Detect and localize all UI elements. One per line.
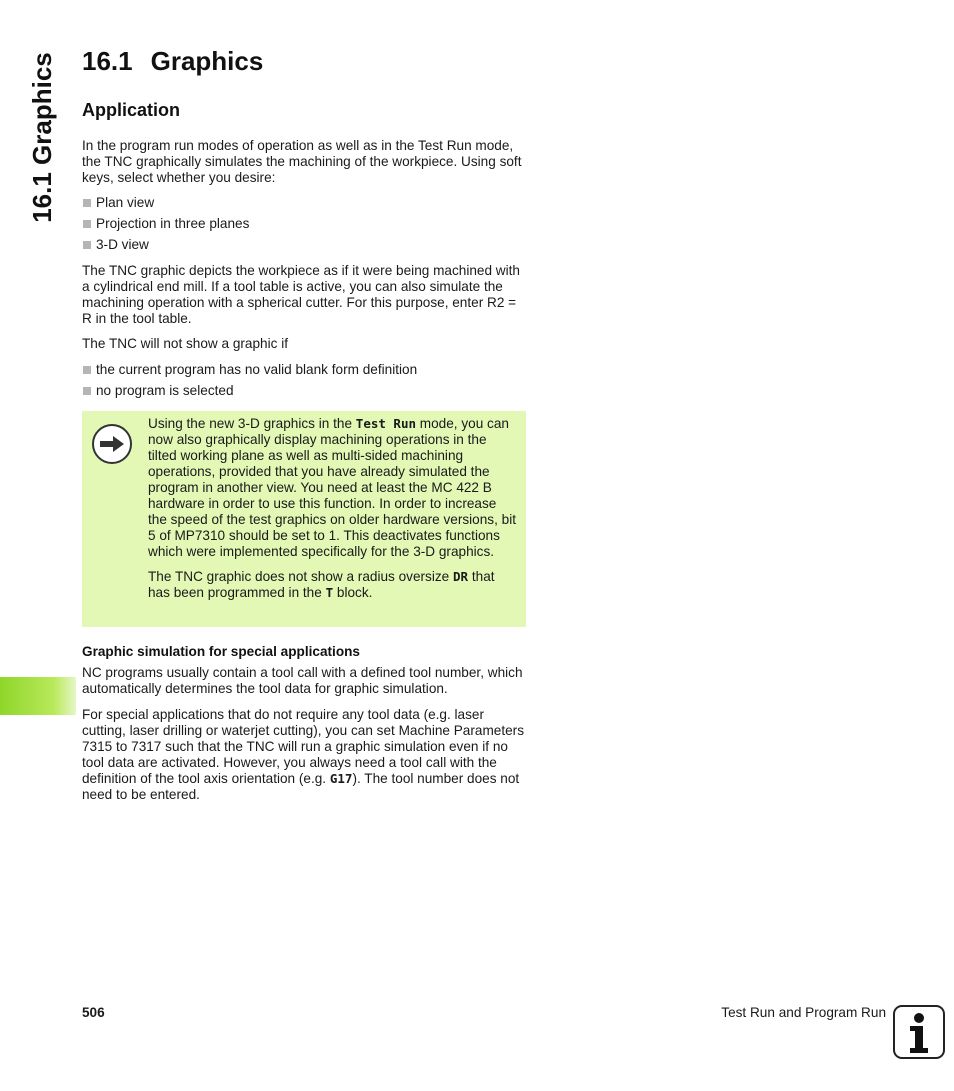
- sidebar-chapter-title-text: 16.1 Graphics: [26, 52, 57, 223]
- list-item: Projection in three planes: [82, 216, 249, 237]
- graphic-depiction-paragraph: The TNC graphic depicts the workpiece as if it were being machined with a cylindrical end mill. If a tool table is active, you can also simulate the machining operation with a spherical cutter. For this purpose, enter R2 = R in the tool table.: [82, 263, 520, 326]
- section-number: 16.1: [82, 46, 133, 76]
- bullet-square-icon: [83, 220, 91, 228]
- info-icon: [893, 1005, 945, 1059]
- special-paragraph-2: For special applications that do not require any tool data (e.g. laser cutting, laser drilling or waterjet cutting), you can set Machine Parameters 7315 to 7317 such that the TNC will run a graphic simulation even if no tool data are activated. However, you always need a tool call with the definition of the tool axis orientation (e.g. G17). The tool number does not need to be entered.: [82, 707, 524, 802]
- list-item: Plan view: [82, 195, 249, 216]
- bullet-square-icon: [83, 366, 91, 374]
- arrow-right-icon: [92, 424, 132, 464]
- list-item: the current program has no valid blank form definition: [82, 362, 417, 383]
- no-graphic-list: [82, 362, 417, 404]
- list-item: 3-D view: [82, 237, 249, 258]
- view-list: [82, 195, 249, 258]
- bullet-square-icon: [83, 241, 91, 249]
- note-paragraph-2: The TNC graphic does not show a radius oversize DR that has been programmed in the T block.: [148, 569, 495, 600]
- section-title: Graphics: [150, 46, 264, 76]
- footer-chapter-title: Test Run and Program Run: [721, 1005, 886, 1020]
- bullet-square-icon: [83, 199, 91, 207]
- note-box: [82, 411, 526, 627]
- intro-paragraph: In the program run modes of operation as well as in the Test Run mode, the TNC graphically simulates the machining of the workpiece. Using soft keys, select whether you desire:: [82, 138, 522, 185]
- page-number: 506: [82, 1005, 105, 1020]
- sidebar-chapter-title: [20, 50, 64, 225]
- bullet-square-icon: [83, 387, 91, 395]
- chapter-tab-marker: [0, 677, 76, 715]
- note-text: [148, 416, 518, 601]
- subheading: Application: [82, 100, 180, 120]
- page-title: [82, 46, 263, 77]
- special-heading: Graphic simulation for special applications: [82, 644, 360, 659]
- list-item: no program is selected: [82, 383, 417, 404]
- no-graphic-intro: The TNC will not show a graphic if: [82, 336, 289, 351]
- special-paragraph-1: NC programs usually contain a tool call with a defined tool number, which automatically determines the tool data for graphic simulation.: [82, 665, 523, 696]
- note-paragraph-1: Using the new 3-D graphics in the Test Run mode, you can now also graphically display machining operations in the tilted working plane as well as multi-sided machining operations, provided that you have already simulated the program in another view. You need at least the MC 422 B hardware in order to use this function. In order to increase the speed of the test graphics on older hardware versions, bit 5 of MP7310 should be set to 1. This deactivates functions which were implemented specifically for the 3-D graphics.: [148, 416, 517, 559]
